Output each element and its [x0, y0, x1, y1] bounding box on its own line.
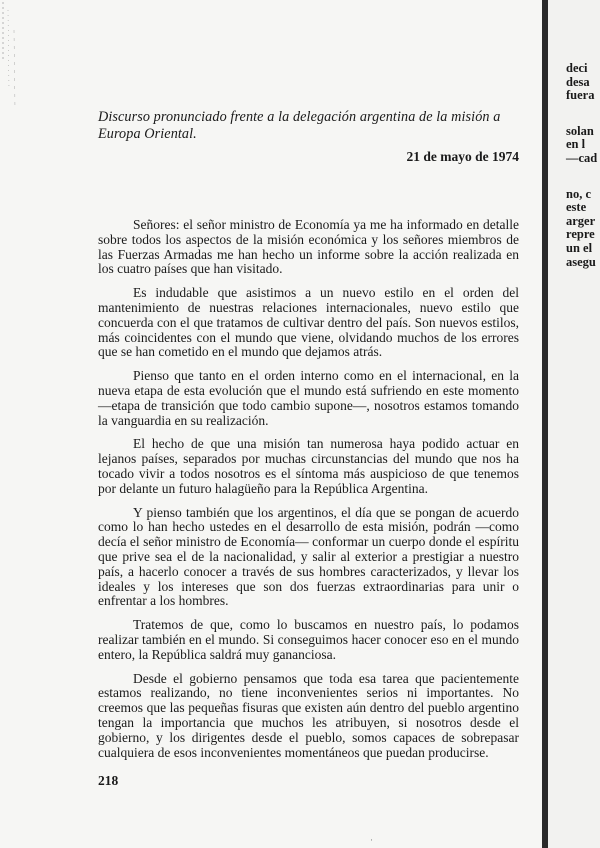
facing-line: —cad — [566, 150, 598, 165]
paragraph: Tratemos de que, como lo buscamos en nuestro país, lo podamos realizar también en el mundo. Si conseguimos hacer conocer eso en el mundo entero, la República saldrá muy gananciosa. — [98, 617, 519, 662]
speech-heading: Discurso pronunciado frente a la delegación argentina de la misión a Europa Oriental. — [98, 109, 501, 142]
facing-line: asegu — [566, 254, 596, 269]
facing-line: solan — [566, 123, 594, 138]
speech-date: 21 de mayo de 1974 — [406, 149, 519, 164]
speech-body — [98, 218, 519, 769]
facing-line: no, c — [566, 186, 591, 201]
facing-line: repre — [566, 227, 595, 242]
paragraph: Es indudable que asistimos a un nuevo estilo en el orden del mantenimiento de nuestras relaciones internacionales, nuevo estilo que concuerda con el que tratamos de cultivar dentro del país. Son nuevos estilos, más coincidentes con el mundo que viene, olvidando muchos de los errores que se han cometido en el mundo que dejamos atrás. — [98, 285, 519, 360]
paragraph: El hecho de que una misión tan numerosa haya podido actuar en lejanos países, separados por muchas circunstancias del mundo que nos ha tocado vivir a todos nosotros es el síntoma más auspicioso de que tenemos por delante un futuro halagüeño para la República Argentina. — [98, 436, 519, 496]
facing-page — [548, 0, 600, 848]
facing-line: deci — [566, 61, 588, 75]
scan-speck: · — [370, 835, 373, 845]
facing-page-text — [566, 62, 600, 269]
paragraph: Señores: el señor ministro de Economía ya me ha informado en detalle sobre todos los aspectos de la misión económica y los señores miembros de las Fuerzas Armadas me han hecho un informe sobre la acción realizada en los cuatro países que han visitado. — [98, 217, 519, 277]
paragraph: Y pienso también que los argentinos, el día que se pongan de acuerdo como lo han hecho ustedes en el desarrollo de esta misión, podrán —como decía el señor ministro de Economía— conformar un cuerpo donde el espíritu que prive sea el de la nacionalidad, y salir al exterior a prestigiar a nuestro país, a hacerlo conocer a través de sus hombres caracterizados, y llevar los ideales y los intereses que son dos fuerzas extraordinarias para unir o enfrentar a los hombres. — [98, 504, 519, 609]
page-number: 218 — [98, 773, 119, 788]
facing-line: fuera — [566, 88, 595, 103]
facing-line: en l — [566, 137, 586, 152]
facing-line: este — [566, 200, 587, 215]
facing-line: desa — [566, 74, 590, 89]
scan-edge-noise — [0, 0, 22, 120]
paragraph: Pienso que tanto en el orden interno como en el internacional, en la nueva etapa de esta evolución que el mundo está sufriendo en este momento —etapa de transición que todo cambio supone—, nosotros estamos tomando la vanguardia en su realización. — [98, 368, 519, 428]
facing-line: un el — [566, 240, 593, 255]
paragraph: Desde el gobierno pensamos que toda esa tarea que pacientemente estamos realizando, no tiene inconvenientes serios ni importantes. No creemos que las pequeñas fisuras que existen aún dentro del pueblo argentino tengan la importancia que muchos les atribuyen, si nosotros desde el gobierno, y los dirigentes desde el pueblo, somos capaces de sobrepasar cualquiera de esos inconvenientes momentáneos que puedan producirse. — [98, 670, 519, 760]
facing-line: arger — [566, 213, 596, 228]
